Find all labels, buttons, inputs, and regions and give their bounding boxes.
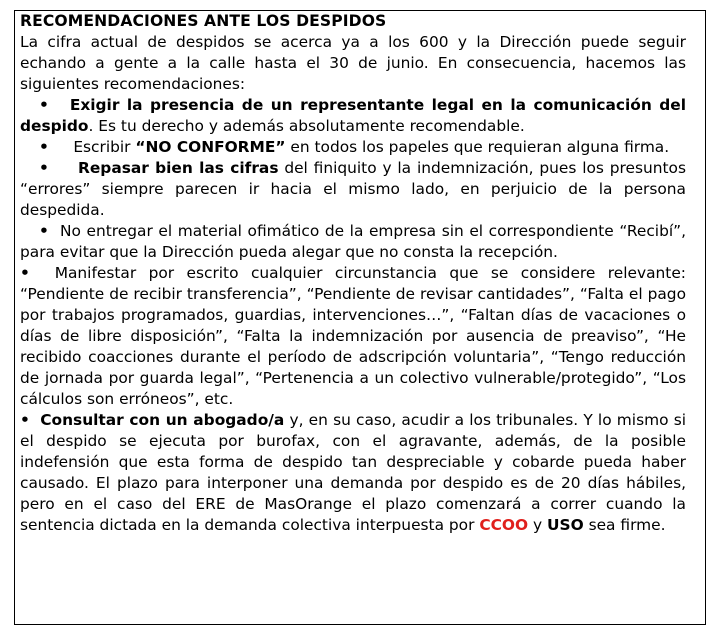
item-bold-text: Repasar bien las cifras: [78, 159, 279, 177]
bullet-icon: •: [39, 96, 49, 114]
item-bold-text: Consultar con un abogado/a: [40, 411, 285, 429]
item-text: Escribir: [73, 138, 136, 156]
list-item: [20, 221, 686, 263]
bullet-icon: •: [20, 264, 30, 282]
list-item: [20, 410, 686, 536]
item-text: . Es tu derecho y además absolutamente recomendable.: [88, 117, 525, 135]
item-bold-text: “NO CONFORME”: [135, 138, 286, 156]
intro-paragraph: La cifra actual de despidos se acerca ya a los 600 y la Dirección puede seguir echando a gente a la calle hasta el 30 de junio. En consecuencia, hacemos las siguientes recomendaciones:: [20, 33, 686, 93]
bullet-icon: •: [39, 222, 49, 240]
list-item: [20, 263, 686, 410]
item-text: Manifestar por escrito cualquier circunstancia que se considere relevante: “Pendiente de recibir transferencia”, “Pendiente de revisar cantidades”, “Falta el pago por trabajos programados, guardias, intervenciones…”, “Faltan días de vacaciones o días de libre disposición”, “Falta la indemnización por ausencia de preaviso”, “He recibido coacciones durante el período de adscripción voluntaria”, “Tengo reducción de jornada por guarda legal”, “Pertenencia a un colectivo vulnerable/protegido”, “Los cálculos son erróneos”, etc.: [20, 264, 686, 408]
union-ccoo: CCOO: [479, 516, 529, 534]
item-text: sea firme.: [583, 516, 666, 534]
item-text: del finiquito y la indemnización, pues los presuntos “errores” siempre parecen ir hacia el mismo lado, en perjuicio de la persona despedida.: [20, 159, 686, 219]
item-bold-text: Exigir la presencia de un representante legal en la comunicación del despido: [20, 96, 686, 135]
document-title: RECOMENDACIONES ANTE LOS DESPIDOS: [20, 12, 387, 30]
list-item: [20, 95, 686, 137]
list-item: [20, 158, 686, 221]
bullet-icon: •: [39, 138, 49, 156]
item-text: en todos los papeles que requieran alguna firma.: [285, 138, 670, 156]
list-item: [20, 137, 686, 158]
item-text: y, en su caso, acudir a los tribunales. Y lo mismo si el despido se ejecuta por burofax, con el agravante, además, de la posible indefensión que esta forma de despido tan despreciable y cobarde pueda haber causado. El plazo para interponer una demanda por despido es de 20 días hábiles, pero en el caso del ERE de MasOrange el plazo comenzará a correr cuando la sentencia dictada en la demanda colectiva interpuesta por: [20, 411, 686, 534]
document-body: [20, 11, 686, 536]
item-text: No entregar el material ofimático de la empresa sin el correspondiente “Recibí”, para evitar que la Dirección pueda alegar que no consta la recepción.: [20, 222, 686, 261]
union-uso: USO: [547, 516, 584, 534]
bullet-icon: •: [20, 411, 30, 429]
item-text: y: [528, 516, 547, 534]
bullet-icon: •: [39, 159, 49, 177]
